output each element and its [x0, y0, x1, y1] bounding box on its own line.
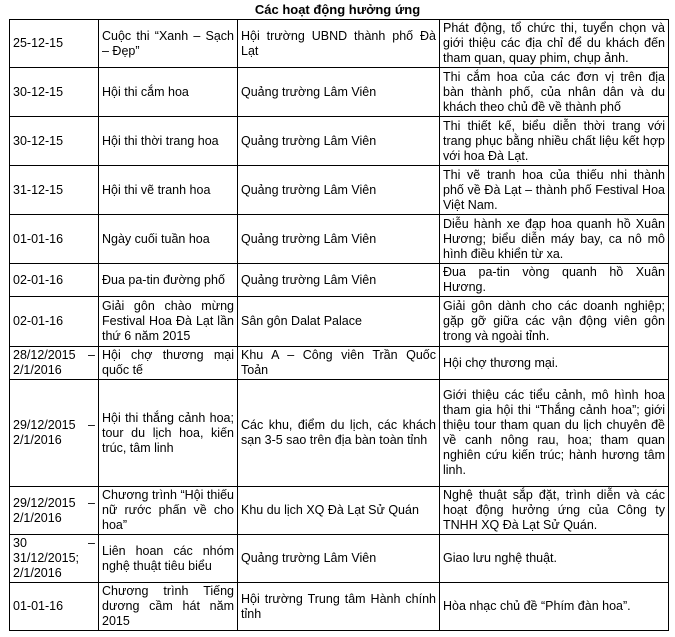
event-date: 29/12/2015 – 2/1/2016 — [10, 487, 99, 535]
event-name: Chương trình Tiếng dương cầm hát năm 2015 — [99, 583, 238, 631]
event-date: 29/12/2015 – 2/1/2016 — [10, 380, 99, 487]
event-name: Hội chợ thương mại quốc tế — [99, 347, 238, 380]
event-name: Hội thi cắm hoa — [99, 68, 238, 117]
table-row — [10, 264, 669, 297]
event-name: Đua pa-tin đường phố — [99, 264, 238, 297]
event-date: 28/12/2015 – 2/1/2016 — [10, 347, 99, 380]
table-row — [10, 535, 669, 583]
table-row — [10, 20, 669, 68]
event-description: Giao lưu nghệ thuật. — [440, 535, 669, 583]
table-row — [10, 347, 669, 380]
table-row — [10, 166, 669, 215]
event-place: Quảng trường Lâm Viên — [238, 68, 440, 117]
event-place: Hội trường Trung tâm Hành chính tỉnh — [238, 583, 440, 631]
event-description: Hòa nhạc chủ đề “Phím đàn hoa”. — [440, 583, 669, 631]
event-description: Thi thiết kế, biểu diễn thời trang với trang phục bằng nhiều chất liệu kết hợp với hoa Đà Lạt. — [440, 117, 669, 166]
event-date: 25-12-15 — [10, 20, 99, 68]
event-date: 30-12-15 — [10, 117, 99, 166]
event-description: Phát động, tổ chức thi, tuyển chọn và giới thiệu các địa chỉ để du khách đến tham quan, quay phim, chụp ảnh. — [440, 20, 669, 68]
event-name: Chương trình “Hội thiếu nữ rước phấn về cho hoa” — [99, 487, 238, 535]
event-description: Thi cắm hoa của các đơn vị trên địa bàn thành phố, của nhân dân và du khách theo chủ đề về thành phố — [440, 68, 669, 117]
event-place: Hội trường UBND thành phố Đà Lạt — [238, 20, 440, 68]
event-description: Giới thiệu các tiểu cảnh, mô hình hoa tham gia hội thi “Thắng cảnh hoa”; giới thiệu tour tham quan du lịch chuyên đề về canh nông rau, hoa; tham quan nghiên cứu kiến trúc; hành hương tâm linh. — [440, 380, 669, 487]
event-name: Giải gôn chào mừng Festival Hoa Đà Lạt lần thứ 6 năm 2015 — [99, 297, 238, 347]
table-row — [10, 117, 669, 166]
document-title: Các hoạt động hưởng ứng — [254, 2, 421, 17]
event-place: Quảng trường Lâm Viên — [238, 535, 440, 583]
event-name: Cuộc thi “Xanh – Sạch – Đẹp” — [99, 20, 238, 68]
event-description: Thi vẽ tranh hoa của thiếu nhi thành phố về Đà Lạt – thành phố Festival Hoa Việt Nam. — [440, 166, 669, 215]
table-row — [10, 487, 669, 535]
event-name: Hội thi thắng cảnh hoa; tour du lịch hoa, kiến trúc, tâm linh — [99, 380, 238, 487]
event-date: 02-01-16 — [10, 264, 99, 297]
table-row — [10, 215, 669, 264]
event-description: Đua pa-tin vòng quanh hồ Xuân Hương. — [440, 264, 669, 297]
event-date: 01-01-16 — [10, 215, 99, 264]
event-place: Các khu, điểm du lịch, các khách sạn 3-5 sao trên địa bàn toàn tỉnh — [238, 380, 440, 487]
event-date: 02-01-16 — [10, 297, 99, 347]
table-row — [10, 297, 669, 347]
event-description: Diễu hành xe đạp hoa quanh hồ Xuân Hương; biểu diễn máy bay, ca nô mô hình điều khiển từ xa. — [440, 215, 669, 264]
event-name: Ngày cuối tuần hoa — [99, 215, 238, 264]
table-row — [10, 380, 669, 487]
event-place: Quảng trường Lâm Viên — [238, 117, 440, 166]
event-name: Hội thi thời trang hoa — [99, 117, 238, 166]
event-description: Nghệ thuật sắp đặt, trình diễn và các hoạt động hưởng ứng của Công ty TNHH XQ Đà Lạt Sử Quán. — [440, 487, 669, 535]
event-name: Liên hoan các nhóm nghệ thuật tiêu biểu — [99, 535, 238, 583]
event-place: Khu A – Công viên Trần Quốc Toản — [238, 347, 440, 380]
events-table — [9, 19, 669, 631]
event-description: Hội chợ thương mại. — [440, 347, 669, 380]
event-place: Quảng trường Lâm Viên — [238, 166, 440, 215]
table-row — [10, 583, 669, 631]
event-date: 31-12-15 — [10, 166, 99, 215]
event-date: 30-12-15 — [10, 68, 99, 117]
event-description: Giải gôn dành cho các doanh nghiệp; gặp gỡ giữa các vận động viên gôn trong và ngoài tỉnh. — [440, 297, 669, 347]
table-row — [10, 68, 669, 117]
event-place: Quảng trường Lâm Viên — [238, 264, 440, 297]
event-place: Quảng trường Lâm Viên — [238, 215, 440, 264]
event-place: Khu du lịch XQ Đà Lạt Sử Quán — [238, 487, 440, 535]
event-date: 30 – 31/12/2015; 2/1/2016 — [10, 535, 99, 583]
event-place: Sân gôn Dalat Palace — [238, 297, 440, 347]
event-date: 01-01-16 — [10, 583, 99, 631]
event-name: Hội thi vẽ tranh hoa — [99, 166, 238, 215]
